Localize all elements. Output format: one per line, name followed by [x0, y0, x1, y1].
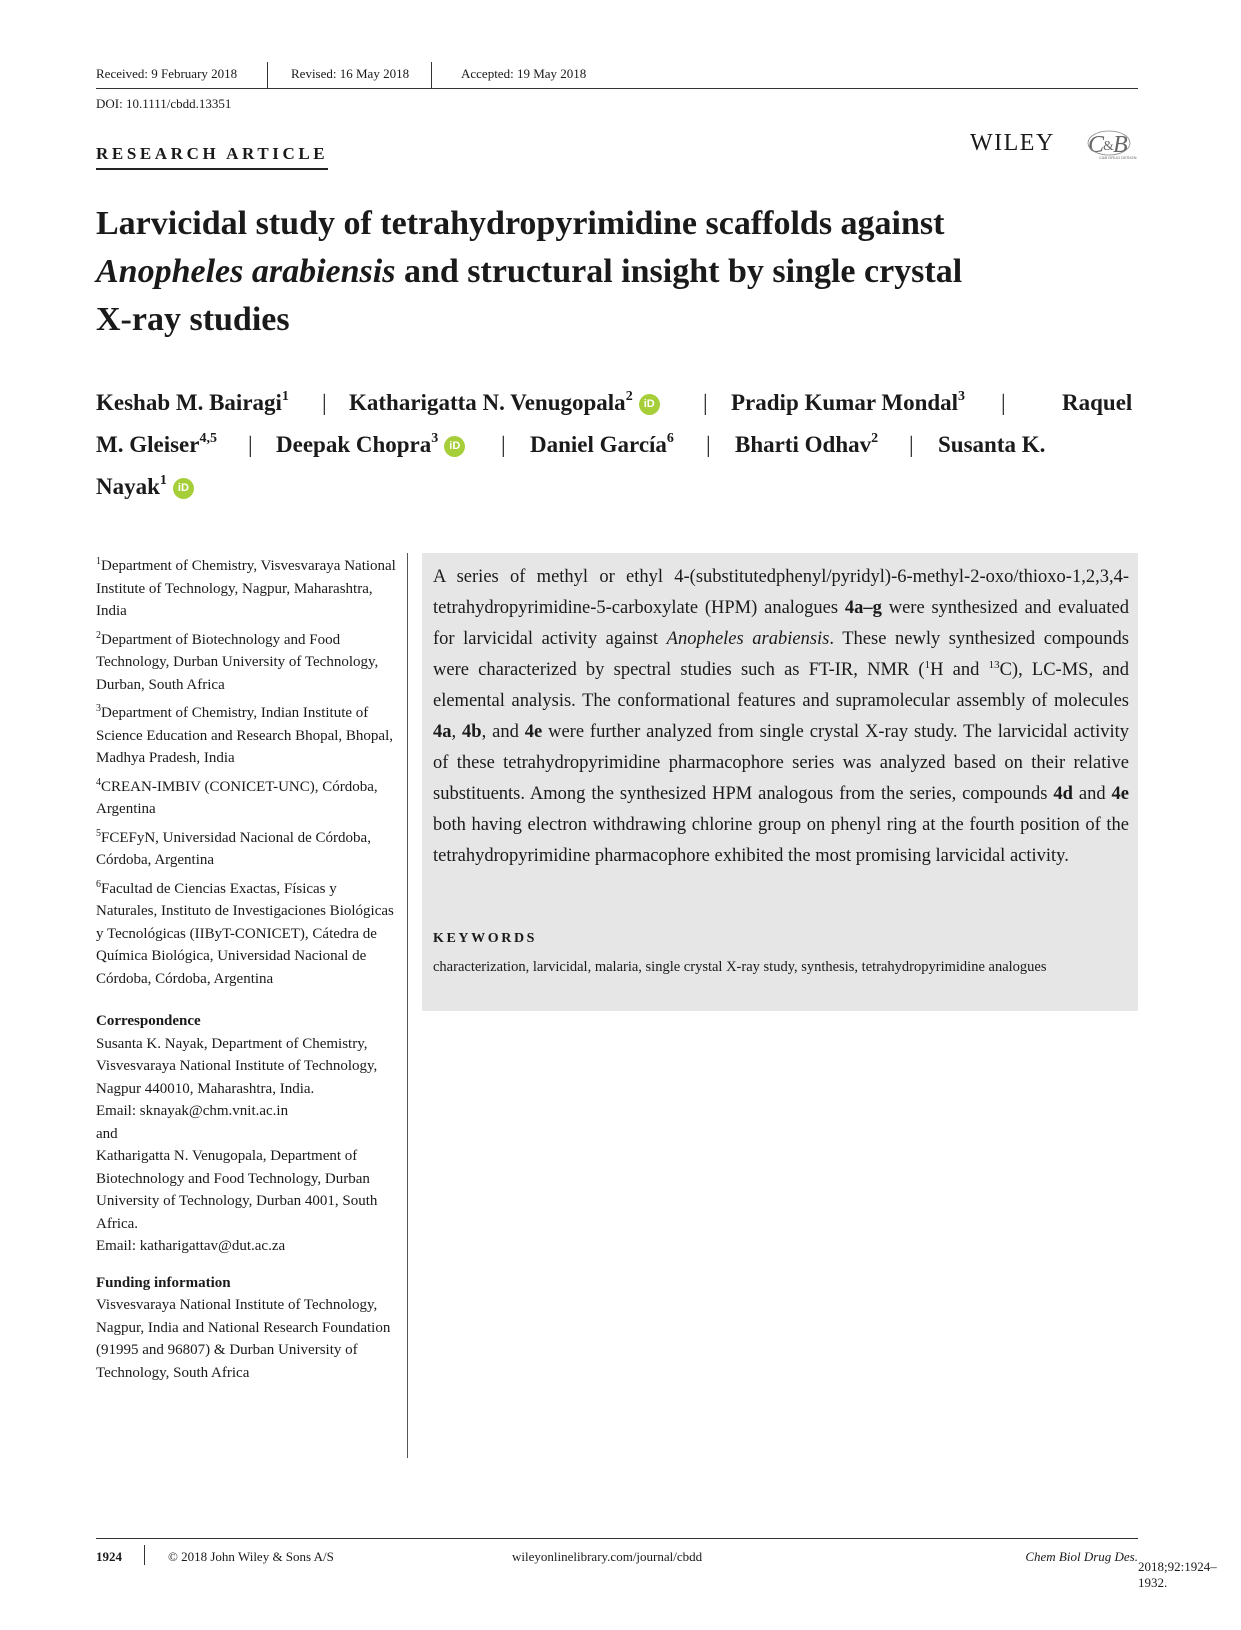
title-line: X-ray studies	[96, 301, 290, 338]
keywords-heading: KEYWORDS	[433, 931, 538, 946]
article-dates	[96, 66, 1138, 89]
affiliation: $^4$CREAN-IMBIV (CONICET-UNC), Córdoba, Argentina	[96, 776, 378, 817]
divider	[267, 62, 268, 88]
author[interactable]: Susanta K.	[938, 432, 1046, 457]
author[interactable]: M. Gleiser$^{4,5}$	[96, 431, 217, 457]
correspondence-email[interactable]: Email: katharigattav@dut.ac.za	[96, 1238, 286, 1254]
svg-text:C: C	[1088, 132, 1105, 158]
species-name: Anopheles arabiensis	[96, 253, 396, 290]
author[interactable]: Pradip Kumar Mondal$^3$	[731, 389, 966, 415]
affiliation: $^6$Facultad de Ciencias Exactas, Físicas y Naturales, Instituto de Investigaciones Biológicas y Tecnológicas (IIByT-CONICET), Cátedra de Química Biológica, Universidad Nacional de Córdoba, Córdoba, Argentina	[96, 878, 394, 987]
page-number: 1924	[96, 1549, 122, 1564]
accepted-date: Accepted: 19 May 2018	[461, 66, 587, 81]
author[interactable]: Katharigatta N. Venugopala$^2$ iD	[349, 382, 660, 424]
author[interactable]: Bharti Odhav$^2$	[735, 431, 879, 457]
affiliation: $^3$Department of Chemistry, Indian Institute of Science Education and Research Bhopal, Bhopal, Madhya Pradesh, India	[96, 703, 393, 766]
author-separator: |	[703, 390, 708, 415]
correspondence-email[interactable]: Email: sknayak@chm.vnit.ac.in	[96, 1103, 289, 1119]
journal-url[interactable]: wileyonlinelibrary.com/journal/cbdd	[512, 1549, 703, 1564]
journal-logo-text: C&B DRUG DESIGN	[1099, 155, 1137, 160]
author-separator: |	[322, 390, 327, 415]
affiliation: $^5$FCEFyN, Universidad Nacional de Córdoba, Córdoba, Argentina	[96, 827, 371, 868]
author[interactable]: Nayak$^1$ iD	[96, 466, 194, 508]
orcid-icon[interactable]: iD	[444, 436, 465, 457]
correspondence-and: and	[96, 1125, 118, 1142]
doi[interactable]: DOI: 10.1111/cbdd.13351	[96, 96, 232, 111]
orcid-icon[interactable]: iD	[639, 394, 660, 415]
affiliations-column	[96, 555, 396, 1384]
title-line	[96, 248, 1096, 296]
author-separator: |	[1001, 390, 1006, 415]
column-divider	[407, 553, 408, 1458]
orcid-icon[interactable]: iD	[173, 478, 194, 499]
author[interactable]: Keshab M. Bairagi$^1$	[96, 389, 289, 415]
affiliation: $^1$Department of Chemistry, Visvesvaraya National Institute of Technology, Nagpur, Maharashtra, India	[96, 556, 396, 619]
title-line: Larvicidal study of tetrahydropyrimidine scaffolds against	[96, 205, 945, 242]
publisher-logo: WILEY	[970, 130, 1055, 156]
copyright: © 2018 John Wiley & Sons A/S	[168, 1549, 334, 1564]
author-row	[96, 424, 1139, 466]
author-list	[96, 382, 1139, 508]
author[interactable]: Deepak Chopra$^3$ iD	[276, 424, 465, 466]
abstract-text: A series of methyl or ethyl 4-(substitutedphenyl/pyridyl)-6-methyl-2-oxo/thioxo-1,2,3,4-tetrahydropyrimidine-5-carboxylate (HPM) analogues 4a–g were synthesized and evaluated for larvicidal activity against Anopheles arabiensis. These newly synthesized compounds were characterized by spectral studies such as FT-IR, NMR ($^1$H and $^{13}$C), LC-MS, and elemental analysis. The conformational features and supramolecular assembly of molecules 4a, 4b, and 4e were further analyzed from single crystal X-ray study. The larvicidal activity of these tetrahydropyrimidine pharmacophore series was analyzed based on their relative substituents. Among the synthesized HPM analogous from the series, compounds 4d and 4e both having electron withdrawing chlorine group on phenyl ring at the fourth position of the tetrahydropyrimidine pharmacophore exhibited the most promising larvicidal activity.	[433, 567, 1129, 866]
author-row	[96, 466, 1139, 508]
received-date: Received: 9 February 2018	[96, 66, 238, 81]
keywords-list: characterization, larvicidal, malaria, single crystal X-ray study, synthesis, tetrahydropyrimidine analogues	[433, 959, 1047, 975]
correspondence-text: Katharigatta N. Venugopala, Department of Biotechnology and Food Technology, Durban University of Technology, Durban 4001, South Africa.	[96, 1148, 378, 1232]
correspondence-heading: Correspondence	[96, 1013, 201, 1029]
article-title	[96, 200, 1096, 344]
divider	[144, 1545, 145, 1565]
abstract-box	[422, 553, 1138, 1011]
revised-date: Revised: 16 May 2018	[291, 66, 410, 81]
author[interactable]: Raquel	[1062, 390, 1133, 415]
funding-text: Visvesvaraya National Institute of Technology, Nagpur, India and National Research Foundation (91995 and 96807) & Durban University of Technology, South Africa	[96, 1297, 391, 1381]
author-separator: |	[706, 432, 711, 457]
author[interactable]: Daniel García$^6$	[530, 431, 674, 457]
citation: Chem Biol Drug Des. 2018;92:1924–1932.	[1025, 1549, 1217, 1590]
author-separator: |	[248, 432, 253, 457]
funding-heading: Funding information	[96, 1274, 231, 1291]
page-footer	[96, 1538, 1217, 1590]
author-row	[96, 382, 1139, 424]
journal-logo	[1087, 128, 1135, 164]
title-text: and structural insight by single crystal	[395, 253, 963, 290]
svg-text:&: &	[1103, 139, 1114, 154]
svg-text:B: B	[1113, 132, 1128, 158]
affiliation: $^2$Department of Biotechnology and Food Technology, Durban University of Technology, Durban, South Africa	[96, 629, 379, 693]
divider	[431, 62, 432, 88]
correspondence-text: Susanta K. Nayak, Department of Chemistry, Visvesvaraya National Institute of Technology, Nagpur 440010, Maharashtra, India.	[96, 1035, 378, 1097]
author-separator: |	[501, 432, 506, 457]
author-separator: |	[909, 432, 914, 457]
article-type: RESEARCH ARTICLE	[96, 144, 328, 170]
